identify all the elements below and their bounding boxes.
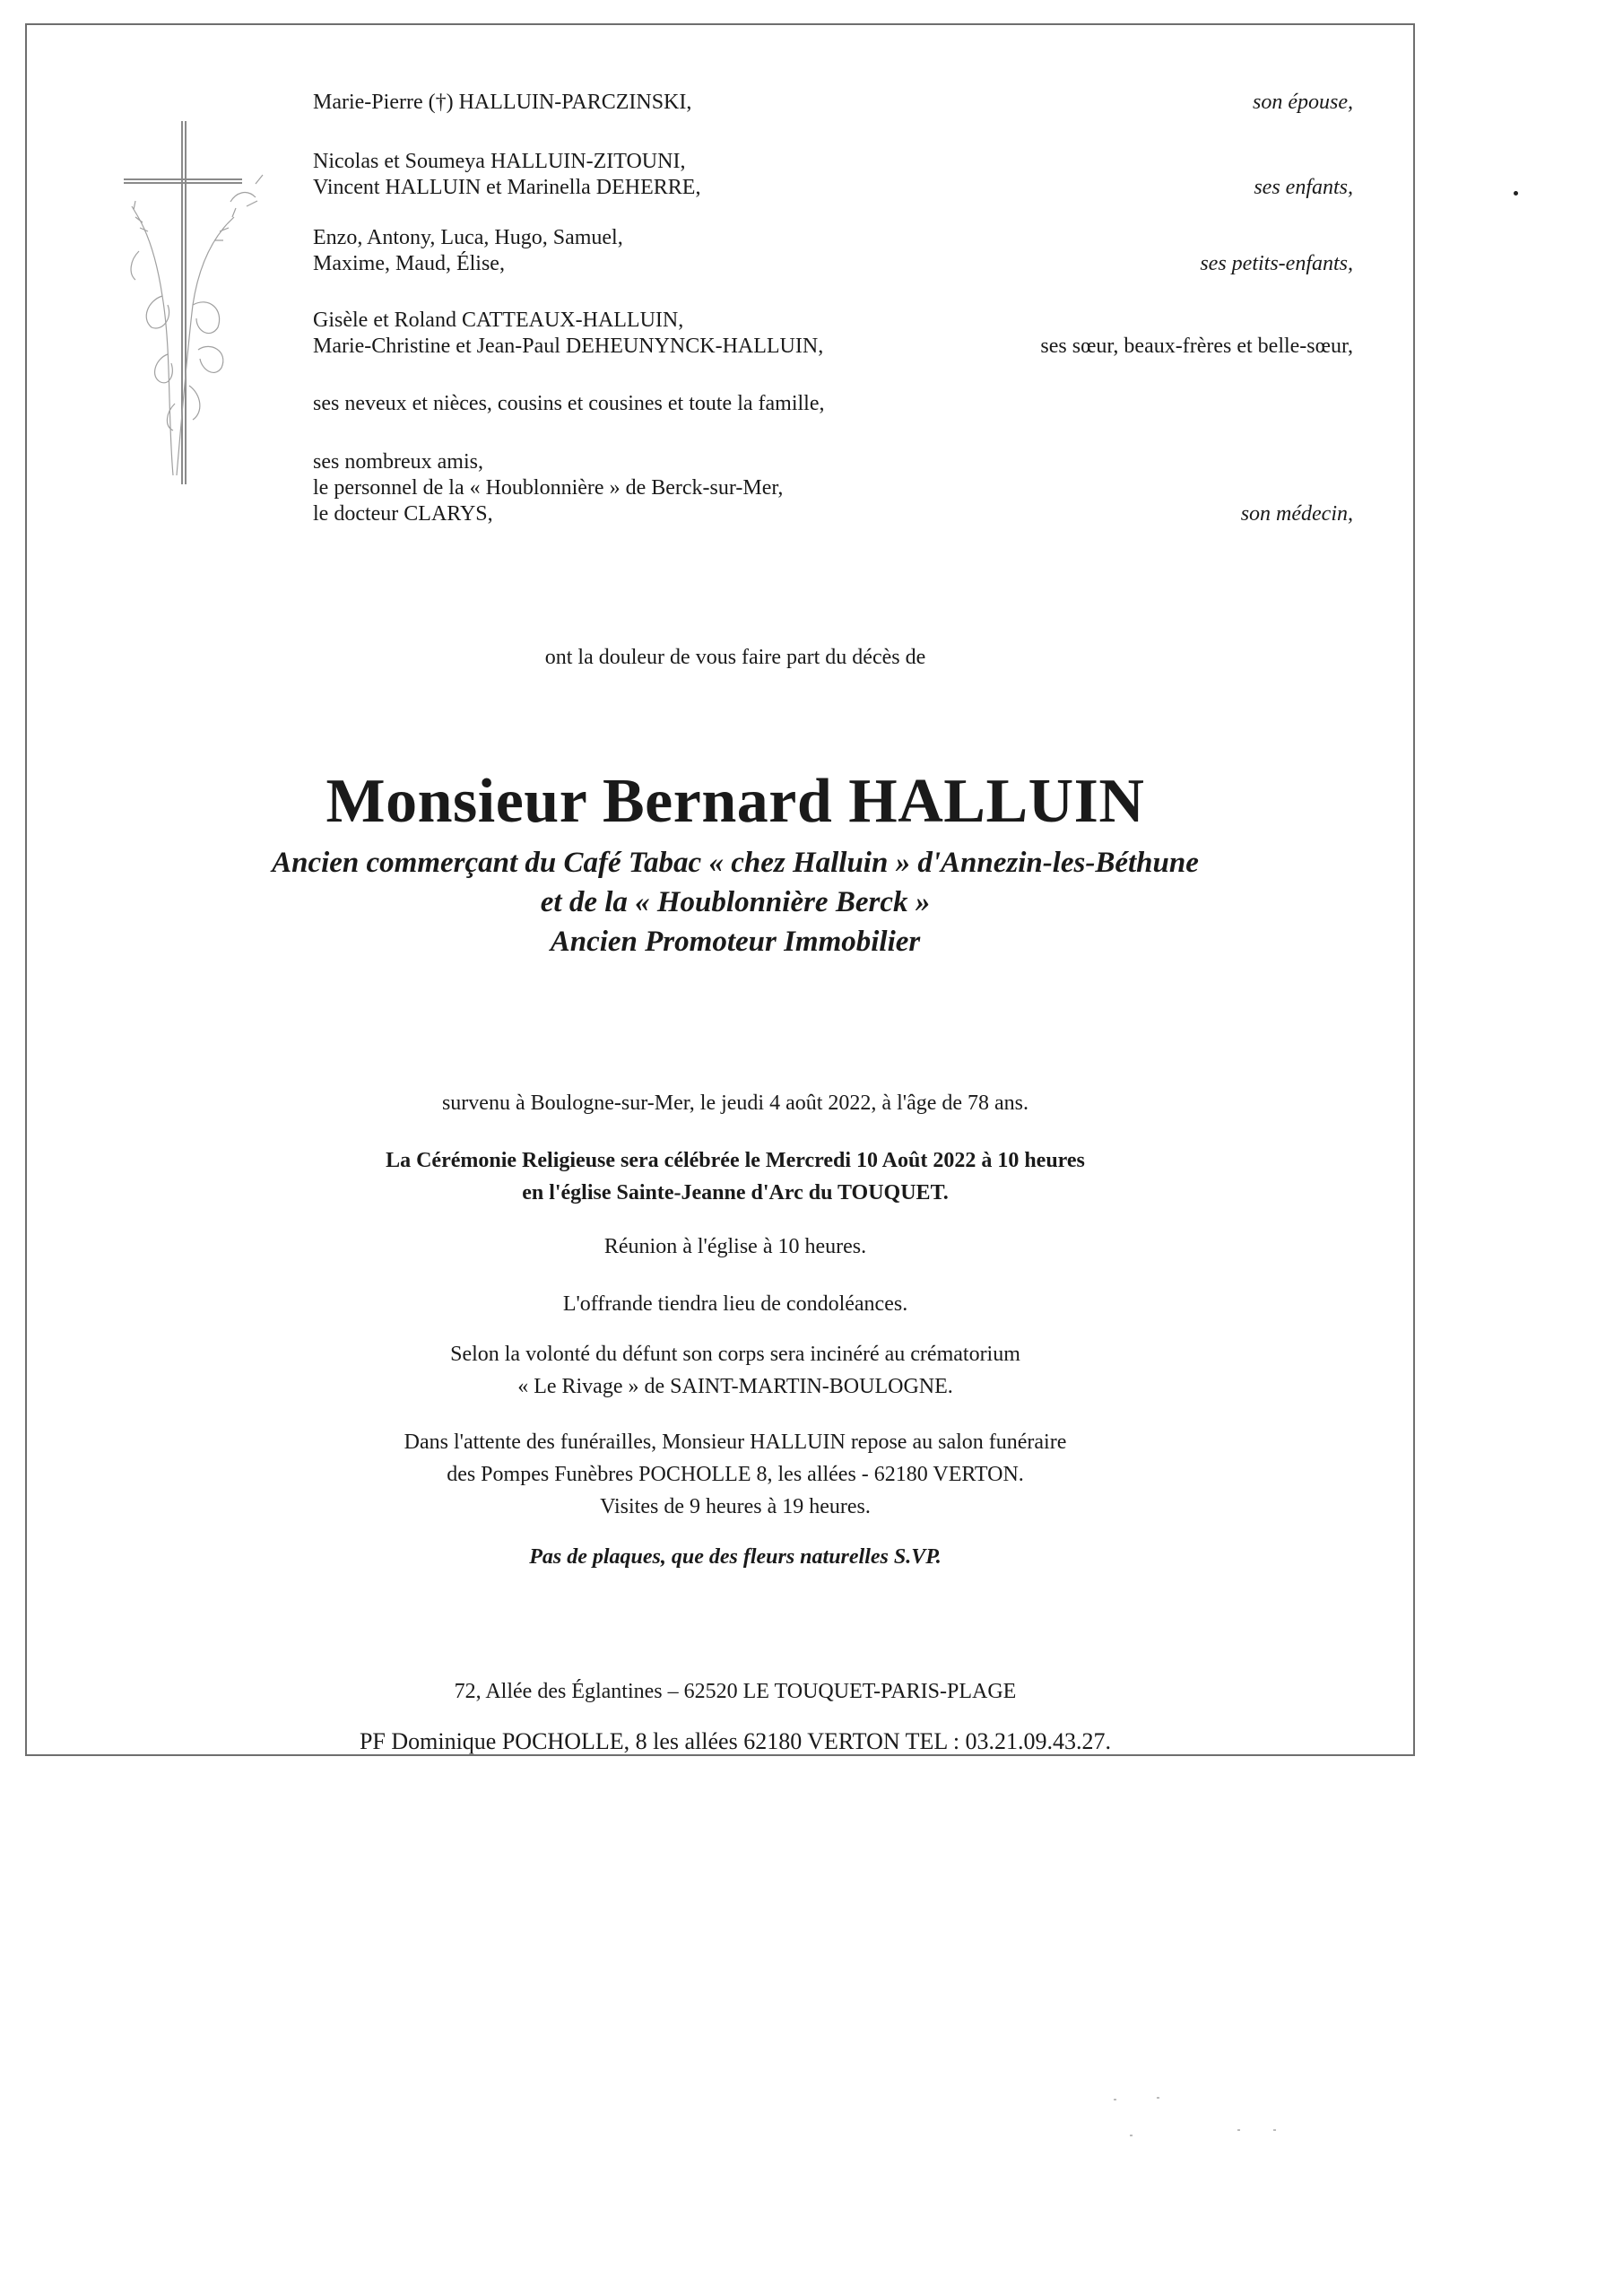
- family-names-line: Enzo, Antony, Luca, Hugo, Samuel,: [313, 226, 623, 249]
- scan-speck: [1157, 2097, 1159, 2099]
- deceased-name: Monsieur Bernard HALLUIN: [325, 767, 1145, 836]
- ceremony-line: en l'église Sainte-Jeanne d'Arc du TOUQUET.: [522, 1181, 949, 1205]
- family-names-line: le docteur CLARYS,: [313, 502, 493, 526]
- family-names-line: Nicolas et Soumeya HALLUIN-ZITOUNI,: [313, 150, 686, 173]
- scan-speck: [1237, 2129, 1240, 2131]
- cremation-info: [0, 1338, 1471, 1403]
- cremation-line: Selon la volonté du défunt son corps sera incinéré au crématorium: [450, 1343, 1020, 1366]
- family-relation: son épouse,: [1253, 91, 1353, 114]
- viewing-line: Dans l'attente des funérailles, Monsieur HALLUIN repose au salon funéraire: [404, 1431, 1067, 1454]
- death-notice: survenu à Boulogne-sur-Mer, le jeudi 4 août 2022, à l'âge de 78 ans.: [441, 1091, 1029, 1115]
- family-names-line: ses neveux et nièces, cousins et cousines et toute la famille,: [313, 392, 825, 415]
- family-names-line: Maxime, Maud, Élise,: [313, 252, 505, 275]
- family-address: 72, Allée des Églantines – 62520 LE TOUQUET-PARIS-PLAGE: [454, 1680, 1017, 1703]
- family-relation: ses sœur, beaux-frères et belle-sœur,: [1040, 335, 1353, 358]
- family-names-line: Vincent HALLUIN et Marinella DEHERRE,: [313, 176, 701, 199]
- family-row-friends: [313, 449, 1353, 527]
- family-relation: ses petits-enfants,: [1200, 252, 1353, 275]
- scan-speck: [1514, 191, 1518, 196]
- family-names-line: Marie-Christine et Jean-Paul DEHEUNYNCK-HALLUIN,: [313, 335, 824, 358]
- family-names-line: Gisèle et Roland CATTEAUX-HALLUIN,: [313, 309, 684, 332]
- gathering-info: Réunion à l'église à 10 heures.: [603, 1235, 867, 1258]
- cremation-line: « Le Rivage » de SAINT-MARTIN-BOULOGNE.: [517, 1375, 953, 1398]
- family-relation: ses enfants,: [1254, 176, 1353, 199]
- viewing-line: des Pompes Funèbres POCHOLLE 8, les allées - 62180 VERTON.: [447, 1463, 1024, 1486]
- family-row-extended: [313, 391, 1353, 417]
- announcement-line: ont la douleur de vous faire part du décès de: [544, 646, 926, 669]
- family-names-line: ses nombreux amis,: [313, 450, 483, 474]
- viewing-info: [0, 1426, 1471, 1523]
- ceremony-line: La Cérémonie Religieuse sera célébrée le Mercredi 10 Août 2022 à 10 heures: [386, 1149, 1085, 1172]
- deceased-titles: [0, 843, 1471, 961]
- family-relation: son médecin,: [1240, 502, 1353, 526]
- offering-info: L'offrande tiendra lieu de condoléances.: [562, 1292, 908, 1316]
- scan-speck: [1273, 2129, 1276, 2131]
- ceremony-info: [0, 1144, 1471, 1209]
- family-row-spouse: [313, 90, 1353, 116]
- family-row-grandchildren: [313, 225, 1353, 277]
- deceased-title-line: Ancien Promoteur Immobilier: [550, 926, 921, 958]
- family-row-children: [313, 149, 1353, 201]
- flowers-note: Pas de plaques, que des fleurs naturelles S.VP.: [529, 1545, 942, 1569]
- funeral-home-contact: PF Dominique POCHOLLE, 8 les allées 62180 VERTON TEL : 03.21.09.43.27.: [359, 1728, 1112, 1754]
- scan-speck: [1130, 2135, 1133, 2136]
- family-names-line: Marie-Pierre (†) HALLUIN-PARCZINSKI,: [313, 91, 692, 114]
- family-names-line: le personnel de la « Houblonnière » de Berck-sur-Mer,: [313, 476, 784, 500]
- family-row-siblings: [313, 308, 1353, 360]
- viewing-line: Visites de 9 heures à 19 heures.: [600, 1495, 871, 1518]
- deceased-title-line: et de la « Houblonnière Berck »: [540, 886, 931, 918]
- scan-speck: [1114, 2099, 1116, 2100]
- cross-with-flowers-icon: [121, 117, 273, 493]
- deceased-title-line: Ancien commerçant du Café Tabac « chez Halluin » d'Annezin-les-Béthune: [272, 847, 1199, 879]
